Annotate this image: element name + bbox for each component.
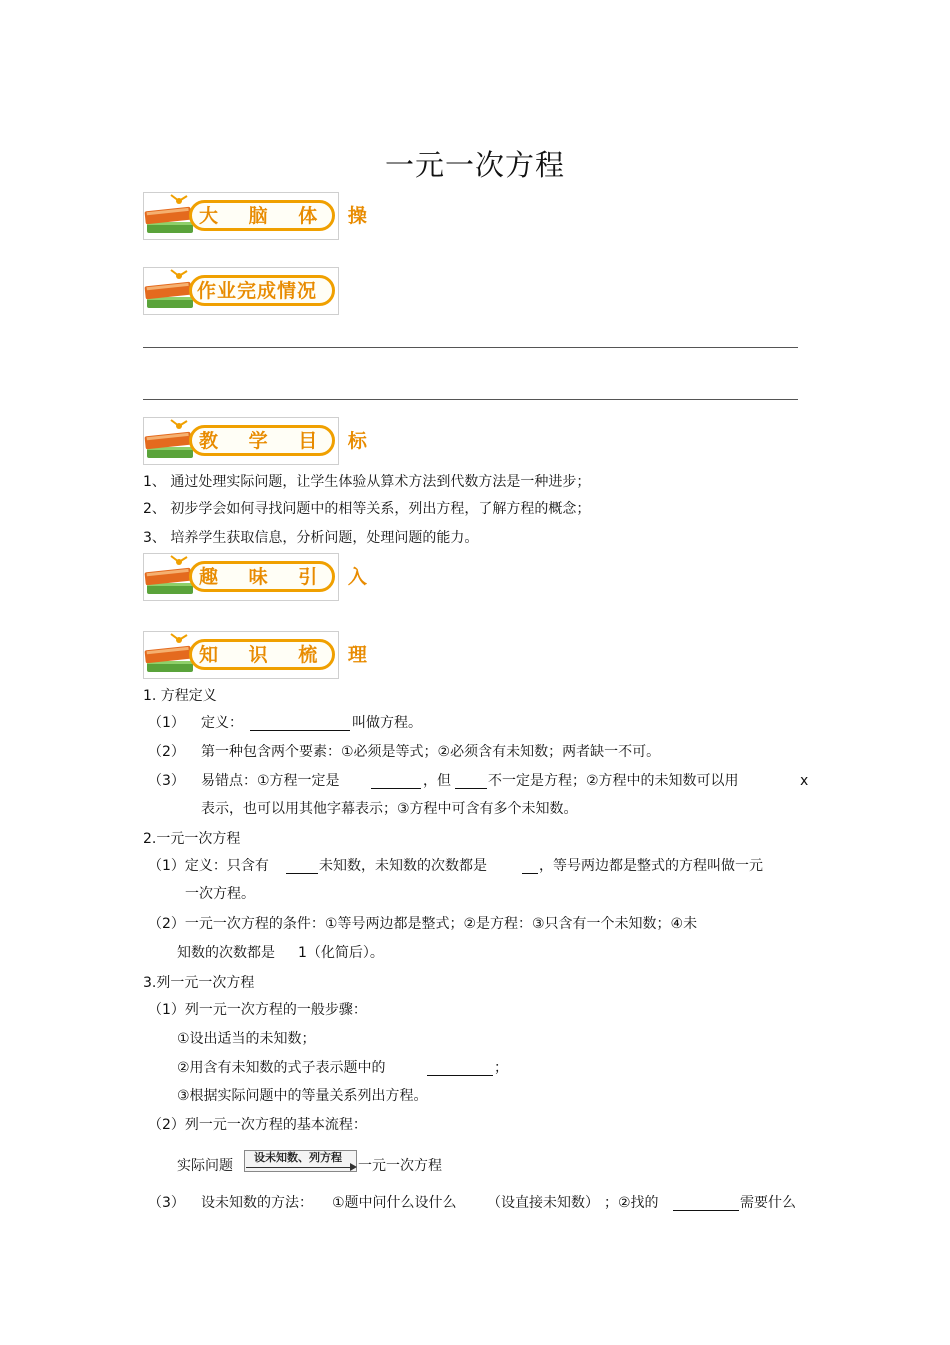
banner-homework-status: 作业完成情况 bbox=[143, 267, 339, 315]
s3-step-3: ③根据实际问题中的等量关系列出方程。 bbox=[177, 1088, 428, 1104]
section-3-heading: 3.列一元一次方程 bbox=[143, 975, 255, 991]
s2-p2-text-c: 1（化简后）。 bbox=[298, 945, 384, 961]
s3-p1: （1）列一元一次方程的一般步骤： bbox=[148, 1002, 367, 1018]
flow-start: 实际问题 bbox=[177, 1158, 233, 1174]
s3-p3-text-c: （设直接未知数） bbox=[487, 1195, 599, 1211]
s2-p1-text-b: 未知数，未知数的次数都是 bbox=[319, 858, 487, 874]
s1-p3-number: （3） bbox=[148, 773, 185, 789]
s2-p2-text-b: 知数的次数都是 bbox=[177, 945, 275, 961]
fill-blank[interactable] bbox=[371, 774, 421, 789]
banner-fun-intro: 趣 味 引 入 bbox=[143, 553, 339, 601]
s2-p2-text-a: （2）一元一次方程的条件：①等号两边都是整式；②是方程：③只含有一个未知数；④未 bbox=[148, 916, 698, 932]
arrow-right-icon bbox=[350, 1163, 357, 1171]
s1-p3-variable-x: x bbox=[800, 773, 809, 789]
goal-item-1: 1、 通过处理实际问题，让学生体验从算术方法到代数方法是一种进步； bbox=[143, 474, 591, 490]
page-title: 一元一次方程 bbox=[384, 148, 565, 182]
fill-blank[interactable] bbox=[250, 716, 350, 731]
flow-end: 一元一次方程 bbox=[358, 1158, 442, 1174]
fill-blank[interactable] bbox=[427, 1061, 493, 1076]
goal-item-3: 3、 培养学生获取信息，分析问题，处理问题的能力。 bbox=[143, 530, 479, 546]
s3-p3-number: （3） bbox=[148, 1195, 185, 1211]
s1-p3-text-d: 表示，也可以用其他字幕表示；③方程中可含有多个未知数。 bbox=[201, 801, 578, 817]
s3-p2: （2）列一元一次方程的基本流程： bbox=[148, 1117, 367, 1133]
s1-p3-text-b: ，但 bbox=[423, 773, 451, 789]
s1-p2-text: 第一种包含两个要素：①必须是等式；②必须含有未知数；两者缺一不可。 bbox=[201, 744, 661, 760]
s1-p3-text-c: 不一定是方程；②方程中的未知数可以用 bbox=[488, 773, 739, 789]
s2-p1-text-c: ，等号两边都是整式的方程叫做一元 bbox=[539, 858, 763, 874]
section-2-heading: 2.一元一次方程 bbox=[143, 831, 241, 847]
fill-blank[interactable] bbox=[673, 1196, 739, 1211]
s1-p3-text-a: 易错点：①方程一定是 bbox=[201, 773, 340, 789]
banner-knowledge-review: 知 识 梳 理 bbox=[143, 631, 339, 679]
s1-p1-text-a: 定义： bbox=[201, 715, 243, 731]
banner-brain-exercise: 大 脑 体 操 bbox=[143, 192, 339, 240]
fill-blank[interactable] bbox=[286, 859, 318, 874]
s3-p3-text-e: 需要什么 bbox=[740, 1195, 796, 1211]
s1-p2-number: （2） bbox=[148, 744, 185, 760]
s1-p1-text-b: 叫做方程。 bbox=[352, 715, 422, 731]
s2-p1-text-a: （1）定义：只含有 bbox=[148, 858, 269, 874]
section-1-heading: 1. 方程定义 bbox=[143, 688, 217, 704]
s3-p3-text-d: ；②找的 bbox=[604, 1195, 659, 1211]
fill-blank[interactable] bbox=[522, 859, 538, 874]
flow-arrow-line bbox=[246, 1167, 354, 1168]
s2-p1-text-d: 一次方程。 bbox=[185, 886, 255, 902]
s3-p3-text-b: ①题中问什么设什么 bbox=[332, 1195, 457, 1211]
goal-item-2: 2、 初步学会如何寻找问题中的相等关系，列出方程，了解方程的概念； bbox=[143, 501, 591, 517]
s3-step-2-b: ； bbox=[494, 1060, 508, 1076]
flow-arrow-label: 设未知数、列方程 bbox=[254, 1151, 342, 1164]
s3-step-2-a: ②用含有未知数的式子表示题中的 bbox=[177, 1060, 386, 1076]
answer-line-2 bbox=[143, 399, 798, 400]
answer-line-1 bbox=[143, 347, 798, 348]
s3-p3-text-a: 设未知数的方法： bbox=[201, 1195, 313, 1211]
banner-teaching-goals: 教 学 目 标 bbox=[143, 417, 339, 465]
fill-blank[interactable] bbox=[455, 774, 487, 789]
s3-step-1: ①设出适当的未知数； bbox=[177, 1031, 316, 1047]
s1-p1-number: （1） bbox=[148, 715, 185, 731]
